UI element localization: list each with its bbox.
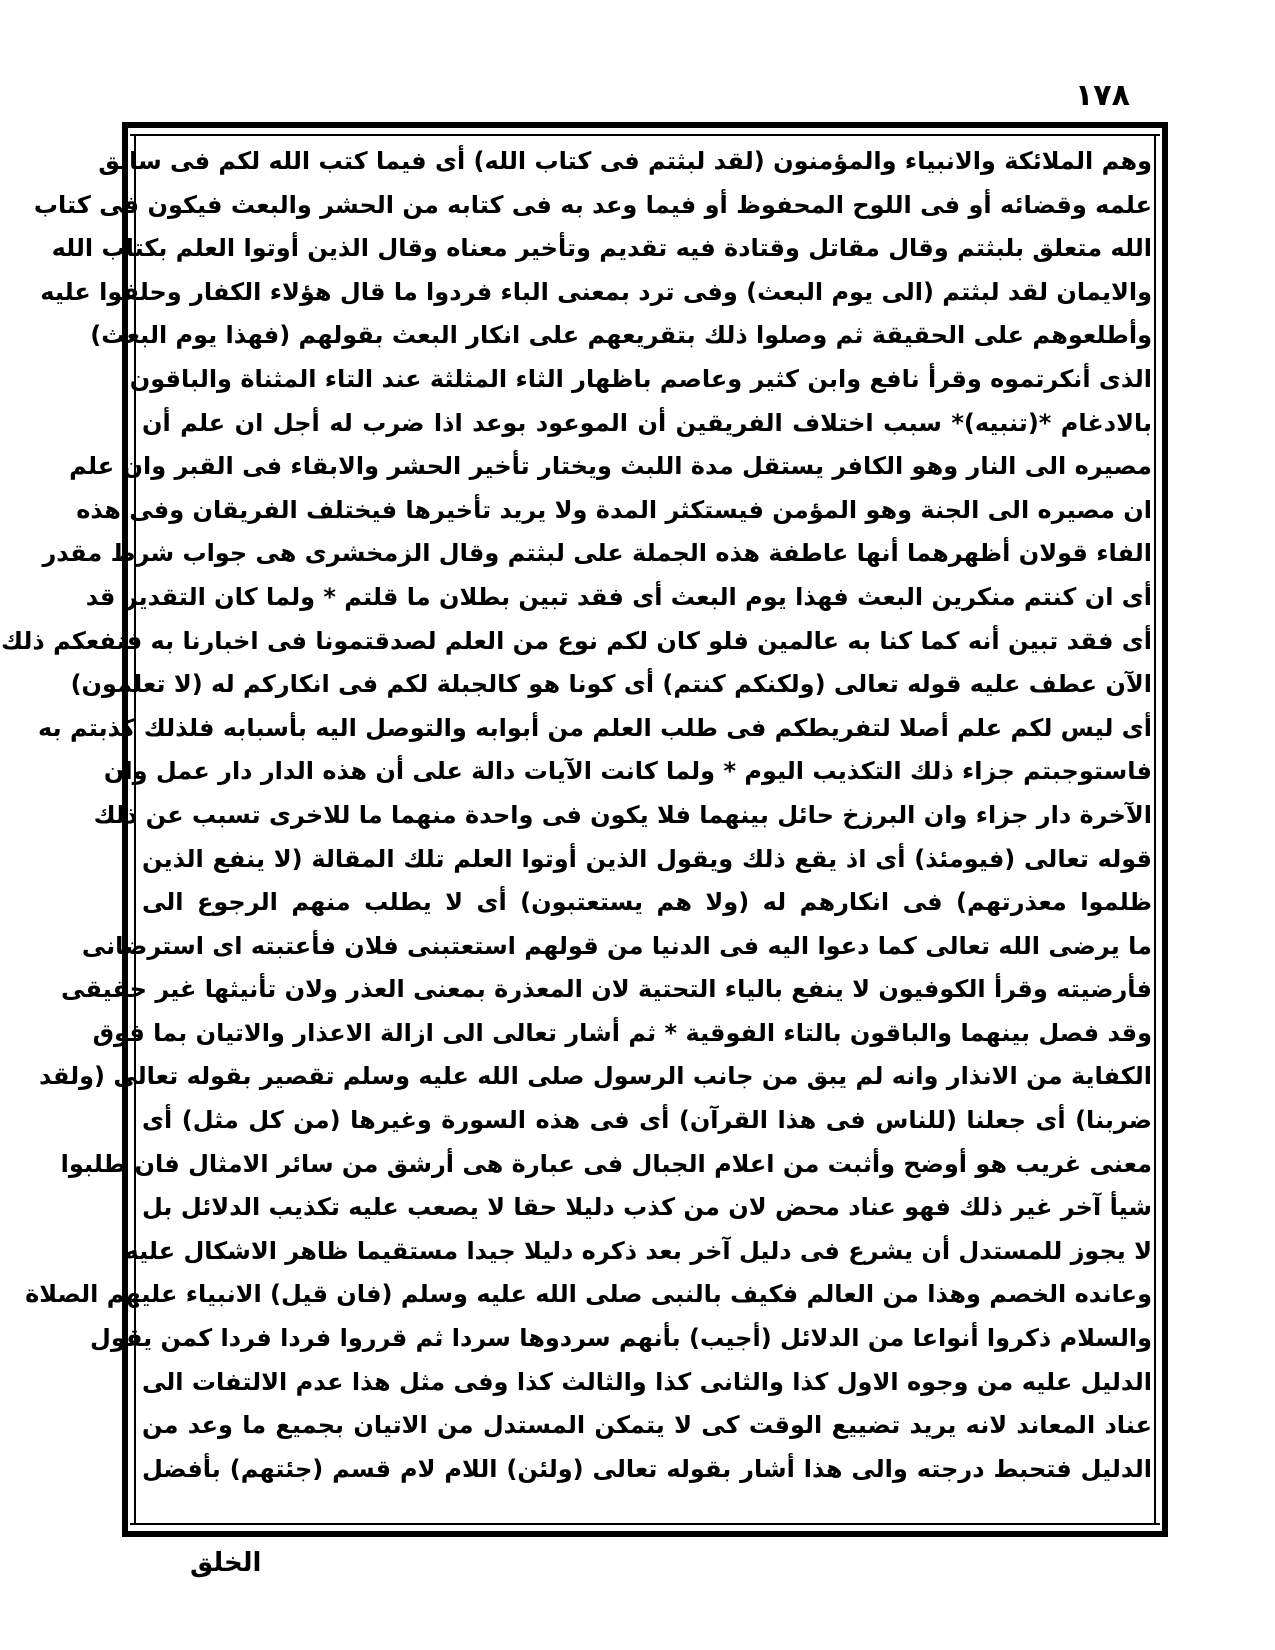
text-line: ظلموا معذرتهم) فى انكارهم له (ولا هم يستعتبون) أى لا يطلب منهم الرجوع الى (142, 888, 1152, 917)
text-line: علمه وقضائه أو فى اللوح المحفوظ أو فيما وعد به فى كتابه من الحشر والبعث فيكون فى كتاب (33, 190, 1152, 219)
text-line: الدليل فتحبط درجته والى هذا أشار بقوله تعالى (ولئن) اللام لام قسم (جئتهم) بأفضل (142, 1454, 1152, 1483)
text-line: وهم الملائكة والانبياء والمؤمنون (لقد لبثتم فى كتاب الله) أى فيما كتب الله لكم فى سابق (98, 147, 1152, 175)
text-line: والسلام ذكروا أنواعا من الدلائل (أجيب) بأنهم سردوها سردا ثم قرروا فردا فردا كمن يقول (90, 1324, 1152, 1353)
text-line: الآن عطف عليه قوله تعالى (ولكنكم كنتم) أى كونا هو كالجبلة لكم فى انكاركم له (لا تعلمون) (70, 670, 1152, 699)
border-right-thick (1162, 122, 1168, 1537)
text-line: مصيره الى النار وهو الكافر يستقل مدة اللبث ويختار تأخير الحشر والابقاء فى القبر وان علم (69, 452, 1152, 481)
catchword: الخلق (190, 1548, 262, 1578)
text-line: أى فقد تبين أنه كما كنا به عالمين فلو كان لكم نوع من العلم لصدقتمونا فى اخبارنا به فنفعكم ذلك (1, 626, 1152, 655)
text-line: فأرضيته وقرأ الكوفيون لا ينفع بالياء التحتية لان المعذرة بمعنى العذر ولان تأنيثها غير حقيقى (61, 975, 1152, 1004)
text-line: قوله تعالى (فيومئذ) أى اذ يقع ذلك ويقول الذين أوتوا العلم تلك المقالة (لا ينفع الذين (142, 844, 1152, 873)
border-top-thick (122, 122, 1168, 128)
text-line: بالادغام *(تنبيه)* سبب اختلاف الفريقين أن الموعود بوعد اذا ضرب له أجل ان علم أن (142, 408, 1152, 437)
border-right-thin (1154, 134, 1156, 1525)
text-line: وقد فصل بينهما والباقون بالتاء الفوقية * ثم أشار تعالى الى ازالة الاعذار والاتيان بما فوق (92, 1018, 1152, 1047)
text-line: الفاء قولان أظهرهما أنها عاطفة هذه الجملة على لبثتم وقال الزمخشرى هى جواب شرط مقدر (42, 539, 1152, 568)
text-line: عناد المعاند لانه يريد تضييع الوقت كى لا يتمكن المستدل من الاتيان بجميع ما وعد من (142, 1411, 1152, 1440)
text-line: أى ان كنتم منكرين البعث فهذا يوم البعث أى فقد تبين بطلان ما قلتم * ولما كان التقدير قد (85, 582, 1152, 611)
text-line: لا يجوز للمستدل أن يشرع فى دليل آخر بعد ذكره دليلا جيدا مستقيما ظاهر الاشكال عليه (124, 1236, 1152, 1265)
text-line: ما يرضى الله تعالى كما دعوا اليه فى الدنيا من قولهم استعتبنى فلان فأعتبته اى استرضانى (81, 931, 1152, 960)
text-line: والايمان لقد لبثتم (الى يوم البعث) وفى ترد بمعنى الباء فردوا ما قال هؤلاء الكفار وحلفوا عليه (40, 277, 1152, 306)
text-line: شيأ آخر غير ذلك فهو عناد محض لان من كذب دليلا حقا لا يصعب عليه تكذيب الدلائل بل (142, 1193, 1152, 1222)
text-line: وعانده الخصم وهذا من العالم فكيف بالنبى صلى الله عليه وسلم (فان قيل) الانبياء عليهم الصلاة (25, 1280, 1152, 1309)
text-line: الله متعلق بلبثتم وقال مقاتل وقتادة فيه تقديم وتأخير معناه وقال الذين أوتوا العلم بكتاب الله (51, 234, 1152, 263)
text-line: الذى أنكرتموه وقرأ نافع وابن كثير وعاصم باظهار الثاء المثلثة عند التاء المثناة والباقون (129, 364, 1152, 393)
text-line: وأطلعوهم على الحقيقة ثم وصلوا ذلك بتقريعهم على انكار البعث بقولهم (فهذا يوم البعث) (90, 321, 1152, 350)
border-bottom-thick (122, 1531, 1168, 1537)
border-top-thin (130, 134, 1160, 136)
text-line: الآخرة دار جزاء وان البرزخ حائل بينهما فلا يكون فى واحدة منهما ما للاخرى تسبب عن ذلك (93, 800, 1152, 829)
text-line: الدليل عليه من وجوه الاول كذا والثانى كذا والثالث كذا وفى مثل هذا عدم الالتفات الى (142, 1367, 1152, 1396)
body-text (1, 140, 1152, 1491)
text-line: فاستوجبتم جزاء ذلك التكذيب اليوم * ولما كانت الآيات دالة على أن هذه الدار دار عمل وان (103, 757, 1152, 786)
text-line: ان مصيره الى الجنة وهو المؤمن فيستكثر المدة ولا يريد تأخيرها فيختلف الفريقان وفى هذه (76, 495, 1152, 524)
page-number: ١٧٨ (1075, 78, 1130, 113)
text-line: أى ليس لكم علم أصلا لتفريطكم فى طلب العلم من أبوابه والتوصل اليه بأسبابه فلذلك كذبتم به (38, 713, 1152, 742)
text-line: معنى غريب هو أوضح وأثبت من اعلام الجبال فى عبارة هى أرشق من سائر الامثال فان طلبوا (60, 1149, 1152, 1178)
text-line: ضربنا) أى جعلنا (للناس فى هذا القرآن) أى فى هذه السورة وغيرها (من كل مثل) أى (142, 1106, 1152, 1135)
border-bottom-thin (130, 1523, 1160, 1525)
text-line: الكفاية من الانذار وانه لم يبق من جانب الرسول صلى الله عليه وسلم تقصير بقوله تعالى (ولقد (38, 1062, 1152, 1091)
